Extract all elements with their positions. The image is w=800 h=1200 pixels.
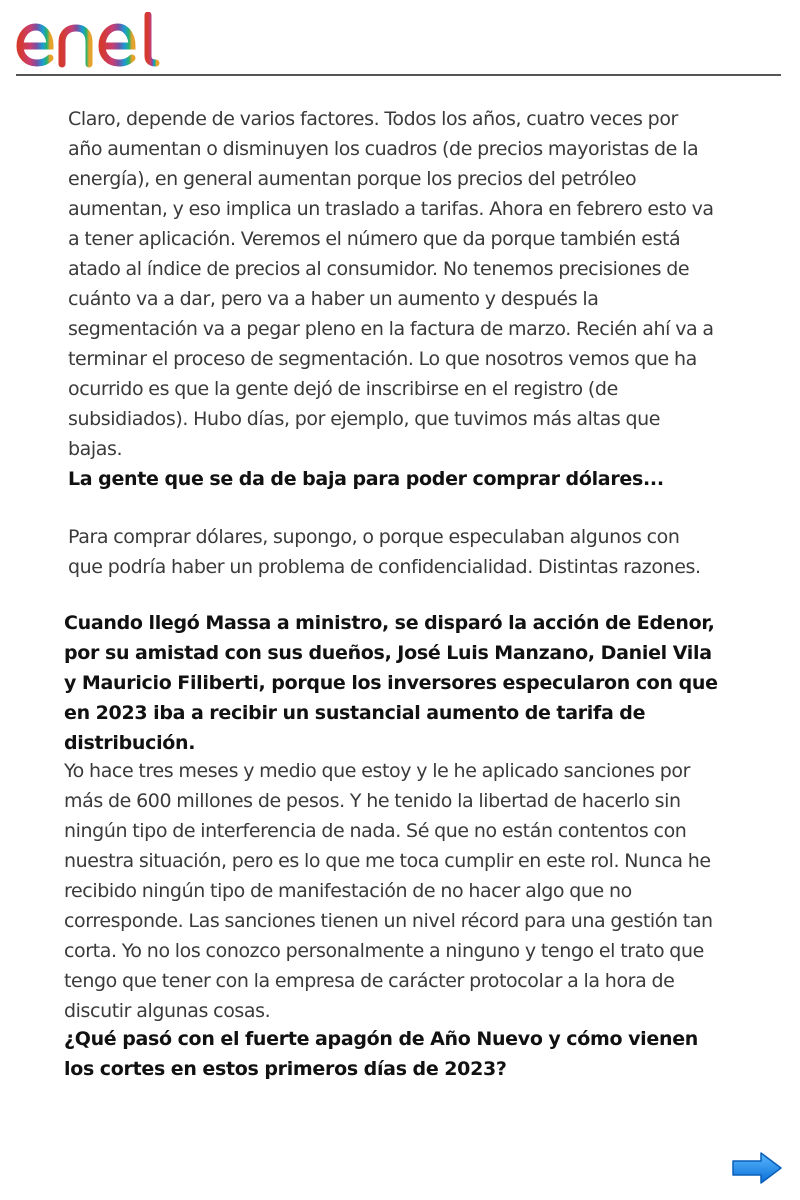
enel-logo[interactable] — [16, 12, 168, 68]
question-heading: Cuando llegó Massa a ministro, se disparó la acción de Edenor, por su amistad con sus dueños, José Luis Manzano, Daniel Vila y Mauricio Filiberti, porque los inversores especularon con que en 2023 iba a recibir un sustancial aumento de tarifa de distribución. — [64, 612, 718, 754]
answer-paragraph: Yo hace tres meses y medio que estoy y le he aplicado sanciones por más de 600 millones de pesos. Y he tenido la libertad de hacerlo sin ningún tipo de interferencia de nada. Sé que no están contentos con nuestra situación, pero es lo que me toca cumplir en este rol. Nunca he recibido ningún tipo de manifestación de no hacer algo que no corresponde. Las sanciones tienen un nivel récord para una gestión tan corta. Yo no los conozco personalmente a ninguno y tengo el trato que tengo que tener con la empresa de carácter protocolar a la hora de discutir algunas cosas. — [64, 760, 713, 1022]
header — [16, 8, 781, 76]
next-page-button[interactable] — [730, 1150, 784, 1186]
answer-paragraph: Para comprar dólares, supongo, o porque especulaban algunos con que podría haber un problema de confidencialidad. Distintas razones. — [68, 526, 701, 578]
arrow-right-icon — [730, 1150, 784, 1186]
answer-paragraph: Claro, depende de varios factores. Todos los años, cuatro veces por año aumentan o disminuyen los cuadros (de precios mayoristas de la energía), en general aumentan porque los precios del petróleo aumentan, y eso implica un traslado a tarifas. Ahora en febrero esto va a tener aplicación. Veremos el número que da porque también está atado al índice de precios al consumidor. No tenemos precisiones de cuánto va a dar, pero va a haber un aumento y después la segmentación va a pegar pleno en la factura de marzo. Recién ahí va a terminar el proceso de segmentación. Lo que nosotros vemos que ha ocurrido es que la gente dejó de inscribirse en el registro (de subsidiados). Hubo días, por ejemplo, que tuvimos más altas que bajas. — [68, 108, 714, 460]
question-heading: ¿Qué pasó con el fuerte apagón de Año Nuevo y cómo vienen los cortes en estos primeros días de 2023? — [64, 1028, 699, 1080]
question-heading: La gente que se da de baja para poder comprar dólares... — [68, 468, 664, 490]
